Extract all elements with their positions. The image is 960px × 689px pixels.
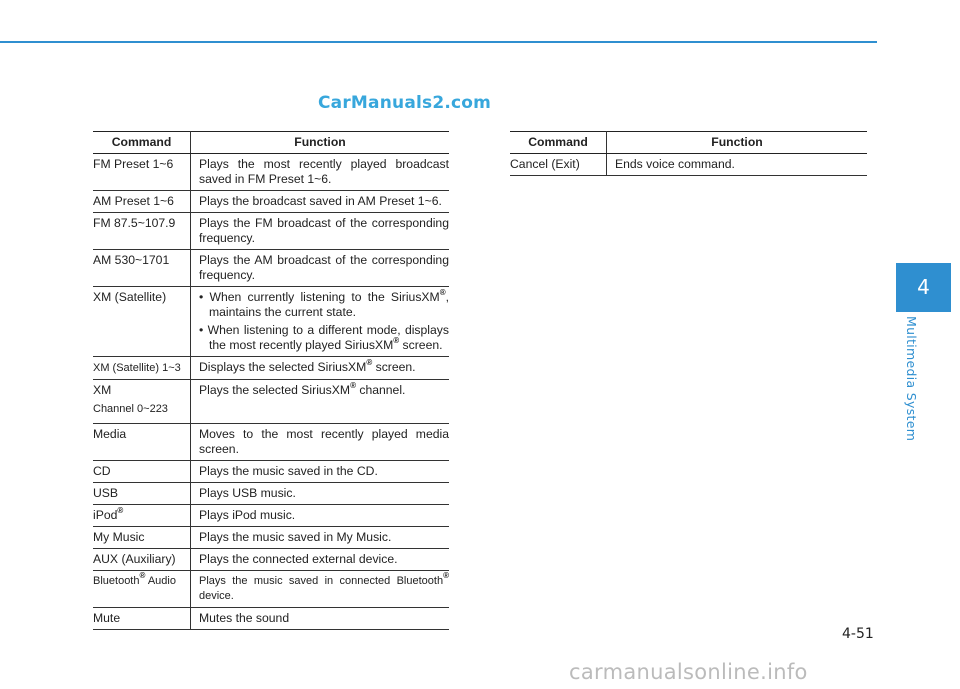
command-cell: Mute [93, 608, 191, 630]
command-cell: CD [93, 461, 191, 483]
table-header-row [510, 132, 867, 154]
function-cell: Ends voice command. [607, 154, 868, 176]
function-cell: Moves to the most recently played media screen. [191, 424, 450, 461]
table-row [510, 154, 867, 176]
function-cell: Plays the AM broadcast of the corresponding frequency. [191, 250, 450, 287]
bullet-icon: • [199, 290, 210, 304]
table-row [93, 154, 449, 191]
table-row [93, 191, 449, 213]
command-cell: iPod® [93, 505, 191, 527]
function-cell: Plays USB music. [191, 483, 450, 505]
table-row [93, 424, 449, 461]
command-cell: USB [93, 483, 191, 505]
bullet-item: • When currently listening to the SiriusXM®, maintains the current state. [199, 288, 449, 319]
table-row [93, 549, 449, 571]
function-cell: Plays the music saved in the CD. [191, 461, 450, 483]
table-header-row [93, 132, 449, 154]
command-cell: Bluetooth® Audio [93, 571, 191, 608]
bullet-item: • When listening to a different mode, displays the most recently played SiriusXM® screen. [199, 323, 449, 352]
command-cell: Cancel (Exit) [510, 154, 607, 176]
table-row [93, 571, 449, 608]
function-cell: Displays the selected SiriusXM® screen. [191, 357, 450, 380]
table-row [93, 483, 449, 505]
chapter-title: Multimedia System [904, 316, 919, 442]
function-cell: Plays the music saved in connected Bluetooth® device. [191, 571, 450, 608]
table-row [93, 461, 449, 483]
watermark-top[interactable]: CarManuals2.com [318, 93, 492, 113]
watermark-bottom[interactable]: carmanualsonline.info [569, 660, 808, 684]
chapter-number: 4 [917, 275, 930, 299]
function-cell: Plays the broadcast saved in AM Preset 1~6. [191, 191, 450, 213]
chapter-title-vertical [901, 316, 921, 440]
column-header-command: Command [510, 132, 607, 154]
header-rule [0, 41, 877, 43]
voice-command-table-right [510, 131, 867, 176]
column-header-function: Function [607, 132, 868, 154]
command-cell: AUX (Auxiliary) [93, 549, 191, 571]
command-cell: My Music [93, 527, 191, 549]
function-cell: Plays the selected SiriusXM® channel. [191, 380, 450, 424]
function-cell: Plays the music saved in My Music. [191, 527, 450, 549]
command-cell: XM (Satellite) [93, 287, 191, 357]
chapter-tab [896, 263, 951, 312]
command-cell: XM (Satellite) 1~3 [93, 357, 191, 380]
column-header-function: Function [191, 132, 450, 154]
command-cell: AM 530~1701 [93, 250, 191, 287]
command-cell: XM Channel 0~223 [93, 380, 191, 424]
table-row [93, 213, 449, 250]
table-row [93, 357, 449, 380]
bullet-icon: • [199, 323, 208, 337]
function-cell: Plays the FM broadcast of the corresponding frequency. [191, 213, 450, 250]
command-cell: Media [93, 424, 191, 461]
function-cell: Plays the most recently played broadcast saved in FM Preset 1~6. [191, 154, 450, 191]
function-cell [191, 287, 450, 357]
table-row [93, 608, 449, 630]
table-row [93, 380, 449, 424]
function-cell: Mutes the sound [191, 608, 450, 630]
function-cell: Plays iPod music. [191, 505, 450, 527]
column-header-command: Command [93, 132, 191, 154]
command-cell: FM 87.5~107.9 [93, 213, 191, 250]
function-cell: Plays the connected external device. [191, 549, 450, 571]
table-row [93, 250, 449, 287]
voice-command-table-left [93, 131, 449, 630]
table-row [93, 505, 449, 527]
page-number: 4-51 [842, 626, 874, 642]
table-row [93, 527, 449, 549]
command-cell: FM Preset 1~6 [93, 154, 191, 191]
table-row [93, 287, 449, 357]
command-cell: AM Preset 1~6 [93, 191, 191, 213]
